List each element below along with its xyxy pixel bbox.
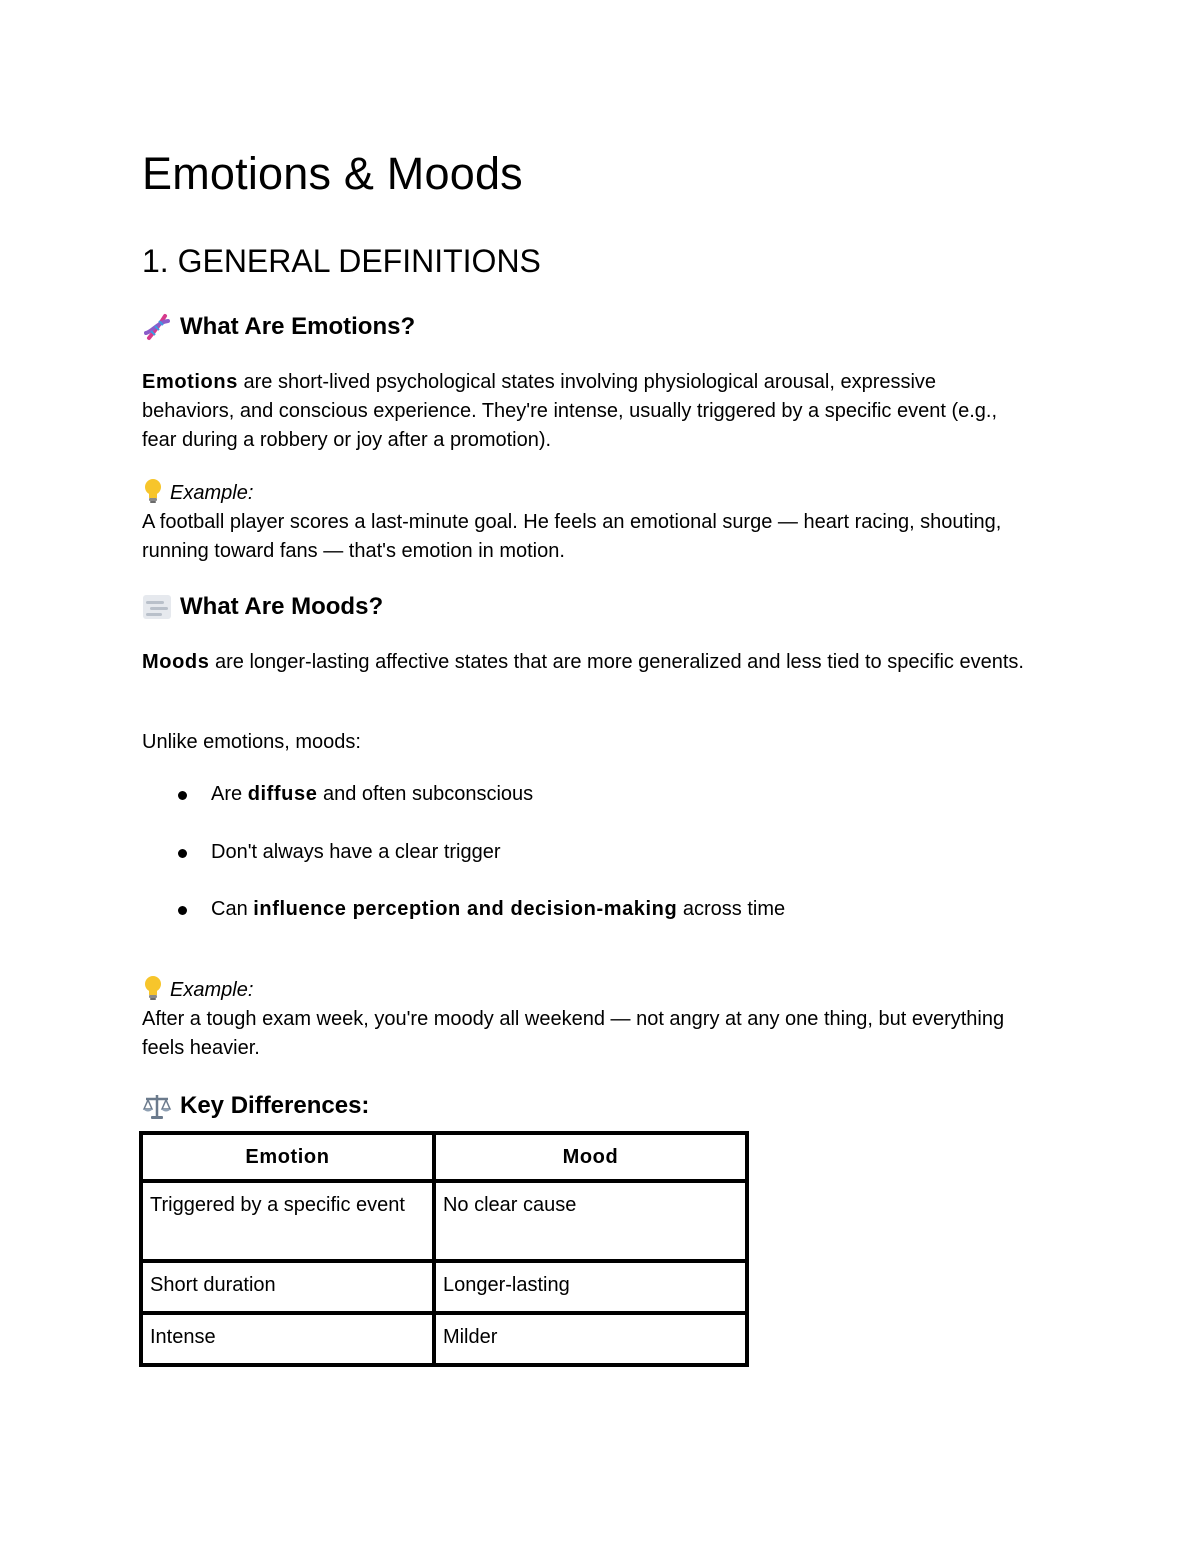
bullet-text: Can (211, 898, 254, 920)
bullet-icon (178, 906, 187, 915)
table-header-emotion: Emotion (141, 1133, 434, 1181)
lightbulb-icon (142, 478, 164, 504)
moods-definition-text: are longer-lasting affective states that are more generalized and less tied to specific events. (209, 651, 1024, 673)
document-title: Emotions & Moods (142, 148, 523, 199)
table-cell: Longer-lasting (434, 1261, 747, 1313)
differences-heading (142, 1091, 369, 1121)
table-cell: Triggered by a specific event (141, 1181, 434, 1261)
moods-definition (142, 648, 1032, 677)
table-row (141, 1181, 747, 1261)
moods-heading (142, 592, 383, 622)
differences-heading-text: Key Differences: (180, 1092, 370, 1119)
bullet-icon (178, 849, 187, 858)
moods-heading-text: What Are Moods? (180, 593, 384, 620)
table-cell: No clear cause (434, 1181, 747, 1261)
bullet-text: Don't always have a clear trigger (211, 841, 501, 863)
lightbulb-icon (142, 975, 164, 1001)
table-header-mood: Mood (434, 1133, 747, 1181)
moods-example (142, 975, 1032, 1063)
fog-icon (142, 592, 172, 622)
bullet-bold-text: diffuse (247, 783, 318, 805)
emotions-example (142, 478, 1032, 566)
moods-example-label: Example: (170, 979, 254, 1001)
bullet-icon (178, 791, 187, 800)
table-cell: Short duration (141, 1261, 434, 1313)
emotions-definition (142, 368, 1032, 455)
emotions-term: Emotions (142, 371, 238, 393)
scales-icon (142, 1091, 172, 1121)
table-row (141, 1261, 747, 1313)
emotions-example-text: A football player scores a last-minute goal. He feels an emotional surge — heart racing, shouting, running toward fans — that's emotion in motion. (142, 511, 1002, 562)
table-row (141, 1313, 747, 1365)
emotions-heading-text: What Are Emotions? (180, 313, 416, 340)
table-cell: Intense (141, 1313, 434, 1365)
differences-table (139, 1131, 749, 1367)
moods-intro: Unlike emotions, moods: (142, 731, 361, 753)
bullet-text: Are (211, 783, 248, 805)
emotions-heading (142, 312, 415, 342)
dna-icon (142, 312, 172, 342)
table-cell: Milder (434, 1313, 747, 1365)
section-heading: 1. GENERAL DEFINITIONS (142, 243, 541, 279)
table-header-row (141, 1133, 747, 1181)
bullet-text-end: and often subconscious (317, 783, 534, 805)
moods-term: Moods (142, 651, 210, 673)
bullet-text-end: across time (677, 898, 786, 920)
bullet-bold-text: influence perception and decision-making (253, 898, 678, 920)
emotions-definition-text: are short-lived psychological states involving physiological arousal, expressive behaviors, and conscious experience. They're intense, usually triggered by a specific event (e.g., fear during a robbery or joy after a promotion). (142, 371, 998, 451)
moods-example-text: After a tough exam week, you're moody all weekend — not angry at any one thing, but everything feels heavier. (142, 1008, 1005, 1059)
emotions-example-label: Example: (170, 482, 254, 504)
